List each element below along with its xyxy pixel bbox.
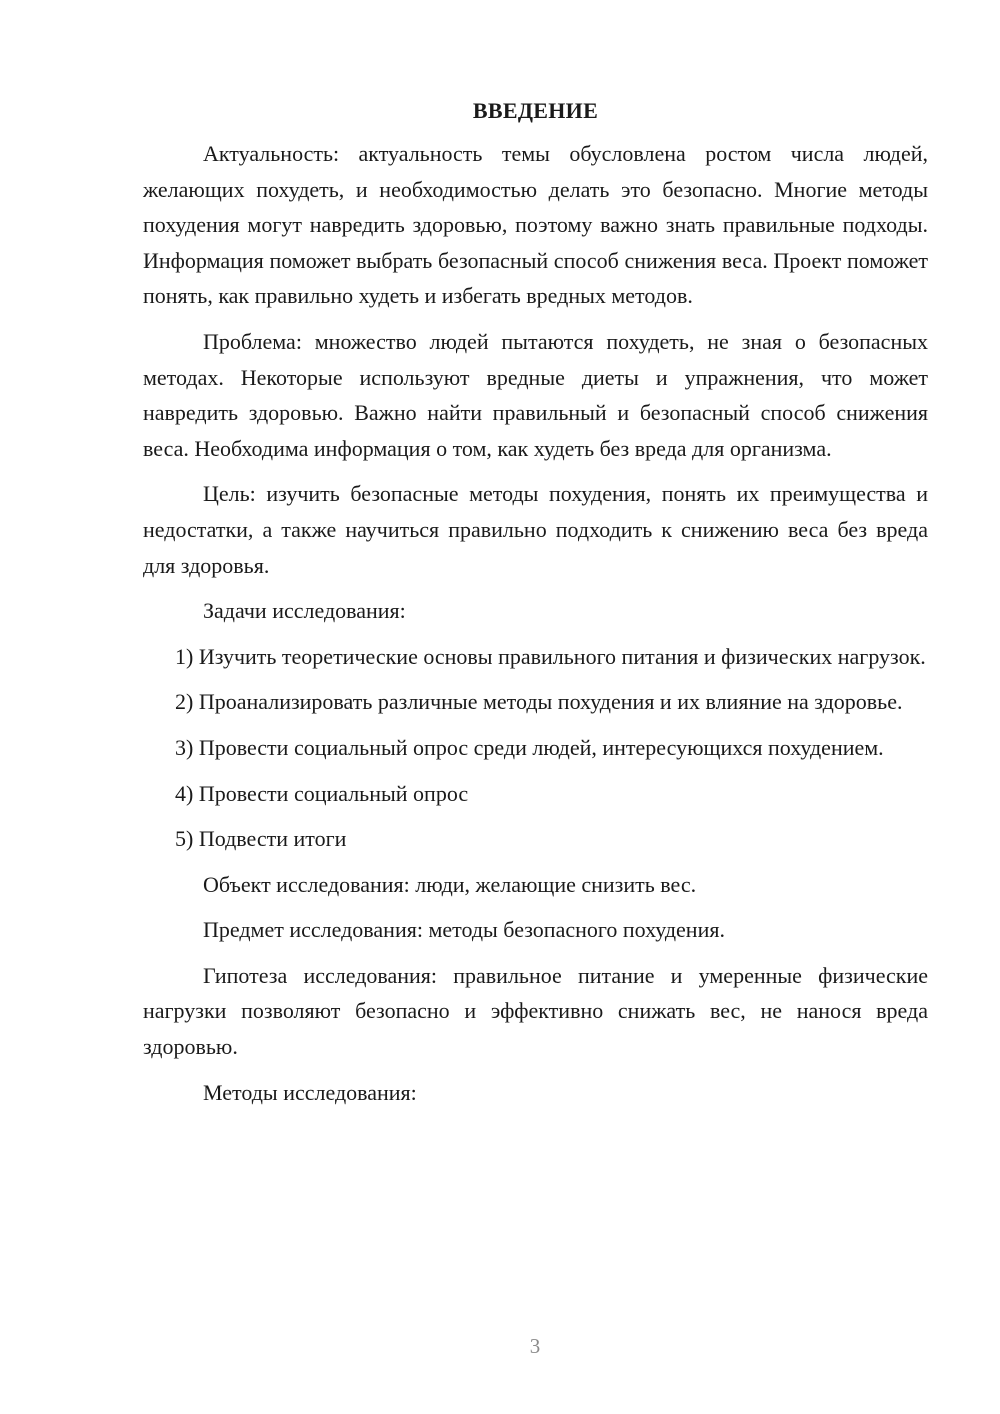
- task-item-2: 2) Проанализировать различные методы похудения и их влияние на здоровье.: [175, 689, 903, 715]
- task-item-5: 5) Подвести итоги: [175, 826, 347, 852]
- page-content: [143, 96, 928, 1120]
- task-item-1: 1) Изучить теоретические основы правильного питания и физических нагрузок.: [175, 643, 926, 669]
- paragraph-object: Объект исследования: люди, желающие снизить вес.: [203, 871, 697, 897]
- paragraph-methods: Методы исследования:: [203, 1079, 417, 1105]
- paragraph-goal: Цель: изучить безопасные методы похудения, понять их преимущества и недостатки, а также научиться правильно подходить к снижению веса без вреда для здоровья.: [143, 481, 928, 578]
- task-item-4: 4) Провести социальный опрос: [175, 780, 469, 806]
- page-number: 3: [529, 1334, 541, 1358]
- tasks-heading: Задачи исследования:: [203, 598, 406, 624]
- paragraph-relevance: Актуальность: актуальность темы обусловлена ростом числа людей, желающих похудеть, и необходимостью делать это безопасно. Многие методы похудения могут навредить здоровью, поэтому важно знать правильные подходы. Информация поможет выбрать безопасный способ снижения веса. Проект поможет понять, как правильно худеть и избегать вредных методов.: [143, 141, 928, 309]
- paragraph-hypothesis: Гипотеза исследования: правильное питание и умеренные физические нагрузки позволяют безопасно и эффективно снижать вес, не нанося вреда здоровью.: [143, 962, 928, 1060]
- paragraph-problem: Проблема: множество людей пытаются похудеть, не зная о безопасных методах. Некоторые используют вредные диеты и упражнения, что может навредить здоровью. Важно найти правильный и безопасный способ снижения веса. Необходима информация о том, как худеть без вреда для организма.: [143, 328, 928, 461]
- section-title: ВВЕДЕНИЕ: [472, 98, 599, 123]
- tasks-list: [143, 639, 928, 857]
- paragraph-subject: Предмет исследования: методы безопасного похудения.: [203, 917, 725, 943]
- task-item-3: 3) Провести социальный опрос среди людей, интересующихся похудением.: [175, 734, 884, 760]
